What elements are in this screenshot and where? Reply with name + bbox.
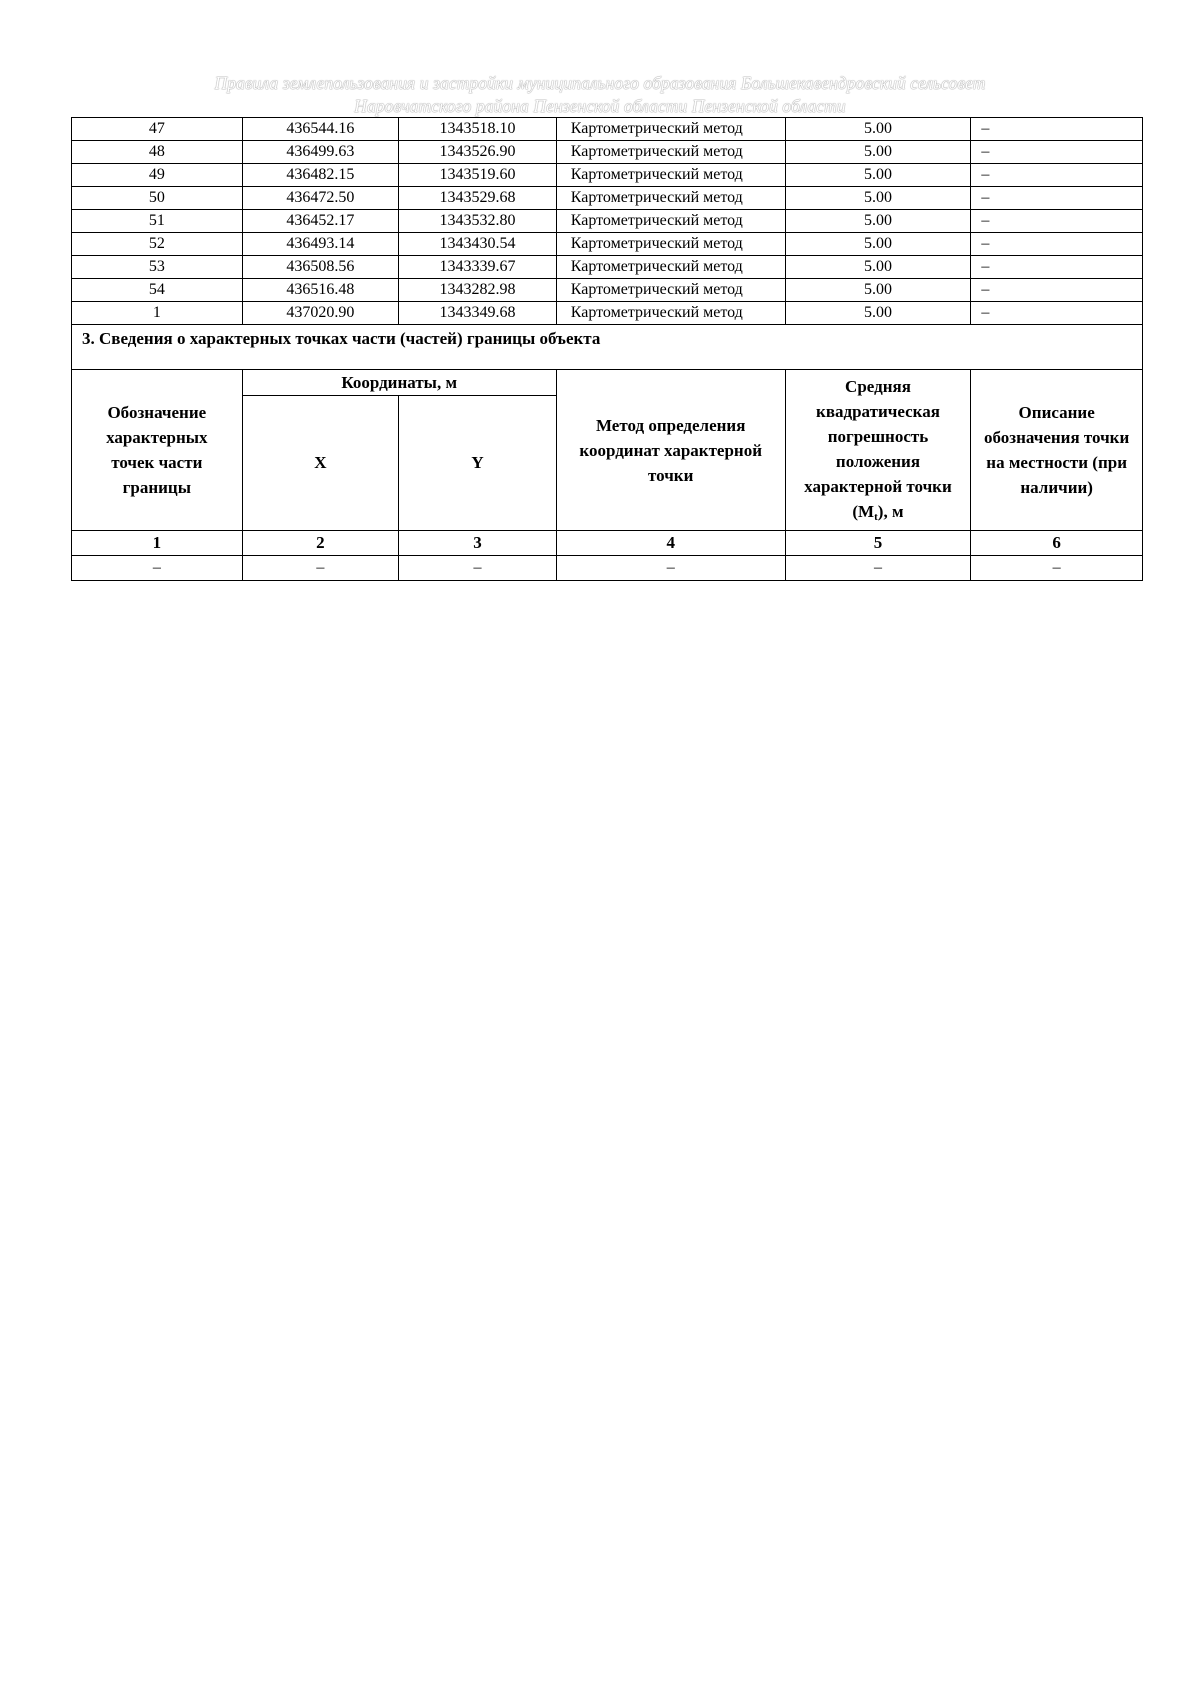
error-cell: 5.00 <box>785 187 971 210</box>
point-number-cell: 52 <box>72 233 243 256</box>
header-point-designation-label: Обозначение характерных точек части границы <box>106 403 208 497</box>
x-coordinate-cell: 436508.56 <box>242 256 399 279</box>
empty-cell: – <box>785 556 971 581</box>
header-description <box>971 370 1143 531</box>
x-coordinate-cell: 436493.14 <box>242 233 399 256</box>
header-method <box>556 370 785 531</box>
method-cell: Картометрический метод <box>556 210 785 233</box>
description-cell: – <box>971 141 1143 164</box>
error-cell: 5.00 <box>785 118 971 141</box>
header-method-label: Метод определения координат характерной точки <box>579 415 763 485</box>
point-number-cell: 49 <box>72 164 243 187</box>
description-cell: – <box>971 164 1143 187</box>
column-number: 3 <box>399 531 557 556</box>
table-row <box>72 279 1143 302</box>
table-row <box>72 118 1143 141</box>
header-error-label <box>786 374 971 527</box>
point-number-cell: 50 <box>72 187 243 210</box>
empty-cell: – <box>72 556 243 581</box>
point-number-cell: 1 <box>72 302 243 325</box>
method-cell: Картометрический метод <box>556 164 785 187</box>
y-coordinate-cell: 1343349.68 <box>399 302 557 325</box>
header-x: X <box>242 396 399 531</box>
x-coordinate-cell: 436516.48 <box>242 279 399 302</box>
column-numbers-row <box>72 531 1143 556</box>
method-cell: Картометрический метод <box>556 233 785 256</box>
x-coordinate-cell: 436482.15 <box>242 164 399 187</box>
boundary-points-table <box>71 117 1143 581</box>
description-cell: – <box>971 302 1143 325</box>
description-cell: – <box>971 279 1143 302</box>
page-header <box>72 72 1128 118</box>
description-cell: – <box>971 118 1143 141</box>
method-cell: Картометрический метод <box>556 187 785 210</box>
method-cell: Картометрический метод <box>556 118 785 141</box>
table-row <box>72 187 1143 210</box>
x-coordinate-cell: 436472.50 <box>242 187 399 210</box>
y-coordinate-cell: 1343529.68 <box>399 187 557 210</box>
description-cell: – <box>971 187 1143 210</box>
y-coordinate-cell: 1343430.54 <box>399 233 557 256</box>
table-row <box>72 210 1143 233</box>
empty-cell: – <box>556 556 785 581</box>
empty-cell: – <box>242 556 399 581</box>
method-cell: Картометрический метод <box>556 279 785 302</box>
section-3 <box>72 325 1143 581</box>
column-number: 1 <box>72 531 243 556</box>
point-number-cell: 47 <box>72 118 243 141</box>
column-number: 6 <box>971 531 1143 556</box>
point-number-cell: 53 <box>72 256 243 279</box>
point-number-cell: 48 <box>72 141 243 164</box>
error-cell: 5.00 <box>785 210 971 233</box>
x-coordinate-cell: 436452.17 <box>242 210 399 233</box>
section-3-title: 3. Сведения о характерных точках части (частей) границы объекта <box>72 325 1143 370</box>
table-body <box>72 118 1143 325</box>
y-coordinate-cell: 1343526.90 <box>399 141 557 164</box>
page-header-line-1: Правила землепользования и застройки муниципального образования Большекавендровский сельсовет <box>214 73 986 93</box>
method-cell: Картометрический метод <box>556 141 785 164</box>
method-cell: Картометрический метод <box>556 256 785 279</box>
table-row <box>72 233 1143 256</box>
error-cell: 5.00 <box>785 279 971 302</box>
table-row <box>72 141 1143 164</box>
error-cell: 5.00 <box>785 141 971 164</box>
x-coordinate-cell: 437020.90 <box>242 302 399 325</box>
table-row <box>72 256 1143 279</box>
y-coordinate-cell: 1343282.98 <box>399 279 557 302</box>
header-error <box>785 370 971 531</box>
method-cell: Картометрический метод <box>556 302 785 325</box>
description-cell: – <box>971 256 1143 279</box>
point-number-cell: 51 <box>72 210 243 233</box>
header-y: Y <box>399 396 557 531</box>
error-cell: 5.00 <box>785 233 971 256</box>
header-error-sub: t <box>874 510 878 523</box>
column-number: 4 <box>556 531 785 556</box>
page-header-line-2: Наровчатского района Пензенской области Пензенской области <box>354 96 846 116</box>
header-error-main: Средняя квадратическая погрешность положения характерной точки (M <box>804 376 952 521</box>
section-3-title-row <box>72 325 1143 370</box>
column-number: 2 <box>242 531 399 556</box>
empty-cell: – <box>971 556 1143 581</box>
point-number-cell: 54 <box>72 279 243 302</box>
column-number: 5 <box>785 531 971 556</box>
y-coordinate-cell: 1343518.10 <box>399 118 557 141</box>
description-cell: – <box>971 233 1143 256</box>
y-coordinate-cell: 1343519.60 <box>399 164 557 187</box>
error-cell: 5.00 <box>785 302 971 325</box>
y-coordinate-cell: 1343532.80 <box>399 210 557 233</box>
header-error-tail: ), м <box>877 501 904 521</box>
table-row <box>72 164 1143 187</box>
header-description-label: Описание обозначения точки на местности (при наличии) <box>984 403 1130 497</box>
x-coordinate-cell: 436544.16 <box>242 118 399 141</box>
description-cell: – <box>971 210 1143 233</box>
x-coordinate-cell: 436499.63 <box>242 141 399 164</box>
section-3-empty-row <box>72 556 1143 581</box>
error-cell: 5.00 <box>785 256 971 279</box>
empty-cell: – <box>399 556 557 581</box>
table-row <box>72 302 1143 325</box>
header-point-designation <box>72 370 243 531</box>
error-cell: 5.00 <box>785 164 971 187</box>
header-row-top <box>72 370 1143 396</box>
header-coordinates: Координаты, м <box>242 370 556 396</box>
y-coordinate-cell: 1343339.67 <box>399 256 557 279</box>
